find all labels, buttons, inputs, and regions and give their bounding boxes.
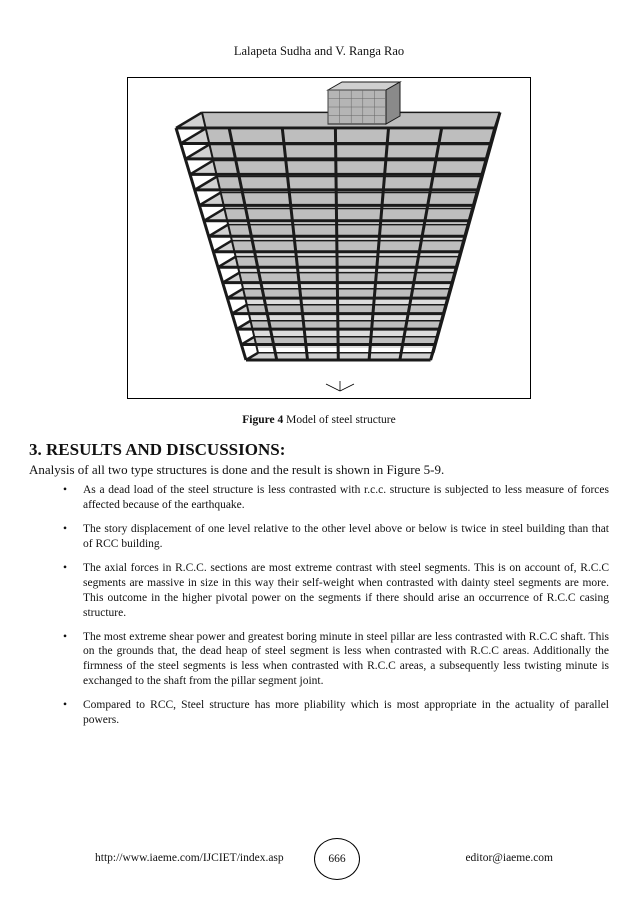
- bullet-text: The most extreme shear power and greatest boring minute in steel pillar are less contrasted with R.C.C shaft. This on the grounds that, the dead heap of steel segment is less when contrasted with R.C.C areas. Additionally the firmness of the steel segments is less when contrasted with R.C.C areas, a subsequently less twisting minute is exchanged to the shaft from the pillar segment joint.: [83, 630, 609, 688]
- bullet-text: The axial forces in R.C.C. sections are most extreme contrast with steel segments. This is on account of, R.C.C segments are massive in size in this way their self-weight when contrasted with dainty steel segments are more. This outcome in the higher pivotal power on the segments if there should arise an occurrence of R.C.C casing structure.: [83, 561, 609, 619]
- figure-caption: [0, 414, 638, 426]
- floor-slab: [213, 241, 464, 252]
- floor-slab: [204, 209, 473, 221]
- results-bullet-list: [29, 483, 609, 737]
- bullet-text: As a dead load of the steel structure is less contrasted with r.c.c. structure is subjected to less measure of forces affected because of the earthquake.: [83, 484, 609, 511]
- steel-structure-3d-model: [128, 78, 530, 398]
- bullet-item: [29, 630, 609, 690]
- bullet-item: [29, 483, 609, 513]
- figure-caption-text: Model of steel structure: [283, 414, 396, 426]
- section-intro: Analysis of all two type structures is done and the result is shown in Figure 5-9.: [29, 462, 445, 477]
- floor-slab: [185, 144, 491, 158]
- floor-slab: [195, 177, 482, 190]
- figure-steel-structure-model: [127, 77, 531, 399]
- editor-email[interactable]: editor@iaeme.com: [465, 852, 553, 864]
- bullet-icon: •: [63, 522, 68, 535]
- bullet-icon: •: [63, 630, 68, 643]
- floor-slab: [218, 257, 460, 268]
- journal-url[interactable]: http://www.iaeme.com/IJCIET/index.asp: [95, 852, 284, 864]
- floor-slab: [199, 193, 477, 206]
- running-header: Lalapeta Sudha and V. Ranga Rao: [233, 44, 405, 58]
- figure-caption-label: Figure 4: [242, 414, 284, 426]
- floor-slab: [181, 128, 496, 143]
- floor-slab: [209, 225, 469, 237]
- bullet-text: Compared to RCC, Steel structure has more pliability which is most appropriate in the actuality of parallel powers.: [83, 699, 609, 727]
- page-number: 666: [314, 838, 360, 880]
- bullet-item: [29, 522, 609, 552]
- bullet-icon: •: [63, 699, 68, 712]
- bullet-item: [29, 698, 609, 728]
- bullet-icon: •: [63, 561, 68, 574]
- floor-slab: [190, 160, 487, 174]
- bullet-text: The story displacement of one level relative to the other level above or below is twice in steel building than that of RCC building.: [83, 522, 609, 550]
- page-footer: [0, 838, 638, 880]
- axis-x: [326, 384, 340, 391]
- bullet-icon: •: [63, 484, 68, 496]
- bullet-item: [29, 561, 609, 621]
- rooftop-penthouse-side: [386, 82, 400, 124]
- axis-y: [340, 384, 354, 391]
- section-heading: 3. RESULTS AND DISCUSSIONS:: [29, 440, 286, 459]
